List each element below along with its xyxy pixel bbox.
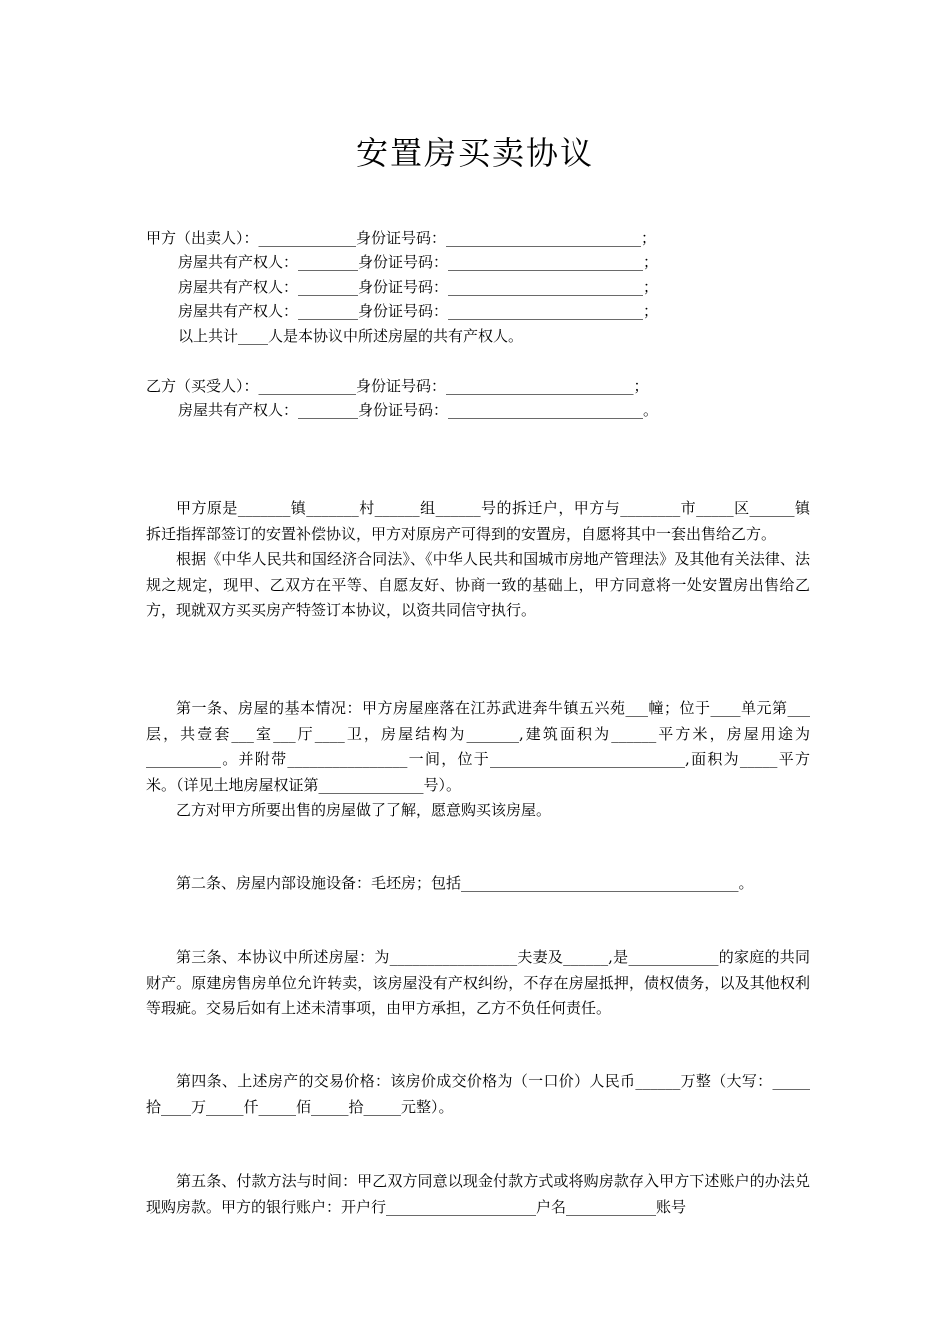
article-5 (146, 1169, 810, 1220)
document-title: 安置房买卖协议 (355, 134, 594, 172)
party-a-line: 甲方（出卖人）：_____________身份证号码：__________________________； (146, 229, 657, 247)
preamble (146, 496, 810, 624)
article-5-paragraph: 第五条、付款方法与时间：甲乙双方同意以现金付款方式或将购房款存入甲方下述账户的办法兑现购房款。甲方的银行账户：开户行____________________户名____________账号 (146, 1172, 810, 1216)
article-3 (146, 945, 810, 1022)
preamble-paragraph-1: 甲方原是_______镇_______村______组______号的拆迁户，甲方与________市_____区______镇拆迁指挥部签订的安置补偿协议，甲方对原房产可得到的安置房，自愿将其中一套出售给乙方。 (146, 499, 810, 543)
article-1-paragraph-2: 乙方对甲方所要出售的房屋做了了解，愿意购买该房屋。 (176, 801, 552, 819)
party-b-co-owner: 房屋共有产权人：________身份证号码：__________________________。 (178, 401, 659, 419)
party-a-co-owner-2: 房屋共有产权人：________身份证号码：__________________________； (178, 278, 659, 296)
party-a-co-owner-3: 房屋共有产权人：________身份证号码：__________________________； (178, 302, 659, 320)
party-a-total: 以上共计____人是本协议中所述房屋的共有产权人。 (178, 327, 524, 345)
article-1-paragraph-1: 第一条、房屋的基本情况：甲方房屋座落在江苏武进奔牛镇五兴苑___幢；位于____单元第___层，共壹套___室___厅____卫，房屋结构为_______,建筑面积为______平方米，房屋用途为__________。并附带________________一间，位于__________________________,面积为_____平方米。（详见土地房屋权证第______________号）。 (146, 699, 810, 794)
party-a-co-owner-1: 房屋共有产权人：________身份证号码：__________________________； (178, 253, 659, 271)
article-1 (146, 696, 810, 824)
article-2 (146, 871, 810, 897)
article-3-paragraph: 第三条、本协议中所述房屋：为_________________夫妻及______,是____________的家庭的共同财产。原建房售房单位允许转卖，该房屋没有产权纠纷，不存在房屋抵押，债权债务，以及其他权利等瑕疵。交易后如有上述未清事项，由甲方承担，乙方不负任何责任。 (146, 948, 810, 1017)
article-4 (146, 1069, 810, 1120)
article-4-paragraph: 第四条、上述房产的交易价格：该房价成交价格为（一口价）人民币______万整（大写：_____拾____万_____仟_____佰_____拾_____元整）。 (146, 1072, 810, 1116)
party-b-line: 乙方（买受人）：_____________身份证号码：_________________________； (146, 377, 649, 395)
preamble-paragraph-2: 根据《中华人民共和国经济合同法》、《中华人民共和国城市房地产管理法》及其他有关法律、法规之规定，现甲、乙双方在平等、自愿友好、协商一致的基础上，甲方同意将一处安置房出售给乙方，现就双方买买房产特签订本协议，以资共同信守执行。 (146, 550, 810, 619)
article-2-paragraph: 第二条、房屋内部设施设备：毛坯房；包括_____________________________________。 (176, 874, 754, 892)
